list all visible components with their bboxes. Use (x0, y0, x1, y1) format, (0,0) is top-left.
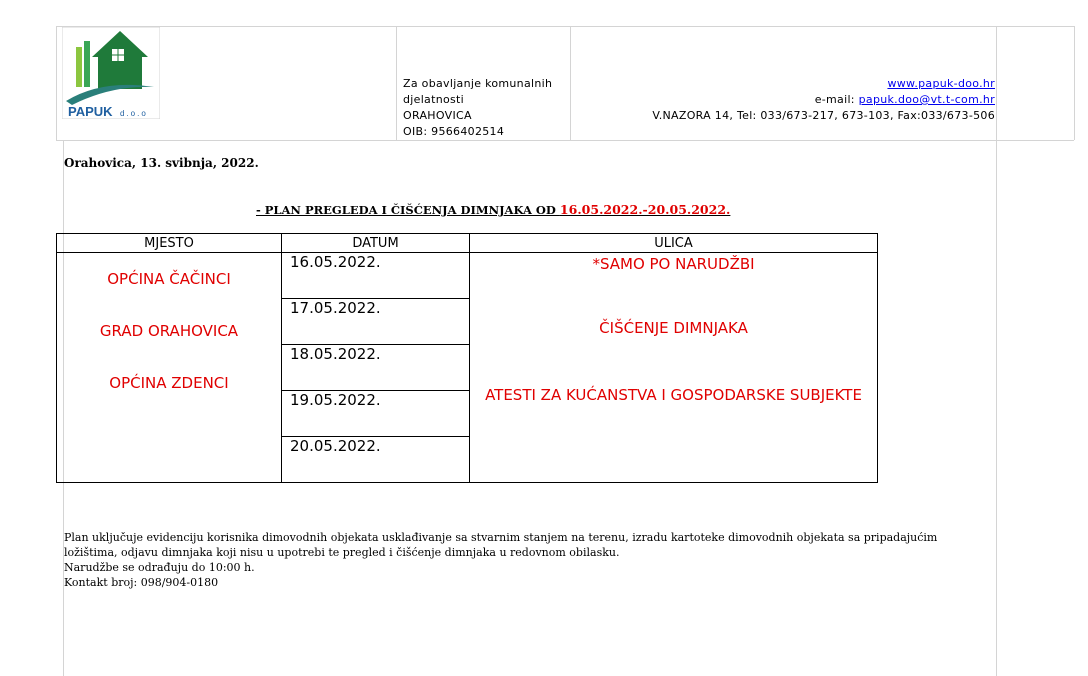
mjesto-item: GRAD ORAHOVICA (99, 322, 239, 340)
date-item: 17.05.2022. (282, 299, 469, 345)
title-period: 16.05.2022.-20.05.2022. (559, 202, 731, 217)
mjesto-item: OPĆINA ZDENCI (109, 374, 229, 392)
website-link[interactable]: www.papuk-doo.hr (887, 77, 995, 90)
address-phone: V.NAZORA 14, Tel: 033/673-217, 673-103, Fax:033/673-506 (652, 109, 995, 122)
grid-line (56, 26, 57, 140)
datum-cell (282, 253, 470, 483)
header-ulica: ULICA (470, 234, 878, 253)
email-label: e-mail: (814, 93, 859, 106)
notes (64, 530, 994, 590)
company-logo (62, 27, 160, 119)
email-link[interactable]: papuk.doo@vt.t-com.hr (858, 93, 995, 106)
table-header-row (57, 234, 878, 253)
plan-table (56, 233, 878, 483)
company-contact (652, 76, 995, 124)
grid-line (396, 26, 397, 140)
address-line: Za obavljanje komunalnih (403, 77, 553, 90)
mjesto-cell (57, 253, 282, 483)
grid-line (1074, 26, 1075, 140)
grid-line (56, 140, 1074, 141)
header-datum: DATUM (282, 234, 470, 253)
ulica-cell (470, 253, 878, 483)
date-item: 18.05.2022. (282, 345, 469, 391)
address-line: OIB: 9566402514 (403, 125, 505, 138)
date-item: 16.05.2022. (282, 253, 469, 299)
notes-line: Narudžbe se odrađuju do 10:00 h. (64, 561, 255, 574)
date-item: 20.05.2022. (290, 437, 381, 455)
grid-line (56, 26, 1074, 27)
ulica-item: *SAMO PO NARUDŽBI (592, 255, 755, 273)
table-row (57, 253, 878, 483)
notes-line: Kontakt broj: 098/904-0180 (64, 576, 219, 589)
title-prefix: - PLAN PREGLEDA I ČIŠĆENJA DIMNJAKA OD (256, 203, 560, 217)
mjesto-item: OPĆINA ČAČINCI (107, 270, 231, 288)
grid-line (996, 26, 997, 676)
header-mjesto: MJESTO (57, 234, 282, 253)
ulica-item: ATESTI ZA KUĆANSTVA I GOSPODARSKE SUBJEKTE (485, 386, 862, 404)
document-title (256, 202, 730, 217)
address-line: djelatnosti (403, 93, 465, 106)
address-line: ORAHOVICA (403, 109, 472, 122)
place-date: Orahovica, 13. svibnja, 2022. (64, 156, 259, 170)
logo-suffix: d.o.o (120, 109, 148, 118)
ulica-item: ČIŠĆENJE DIMNJAKA (599, 319, 748, 337)
grid-line (570, 26, 571, 140)
logo-text: PAPUK (68, 104, 113, 119)
date-item: 19.05.2022. (282, 391, 469, 437)
notes-line: Plan uključuje evidenciju korisnika dimovodnih objekata usklađivanje sa stvarnim stanjem na terenu, izradu kartoteke dimovodnih objekata sa pripadajućim ložištima, odjavu dimnjaka koji nisu u upotrebi te pregled i čišćenje dimnjaka u redovnom obilasku. (64, 531, 938, 559)
company-address (403, 76, 552, 140)
